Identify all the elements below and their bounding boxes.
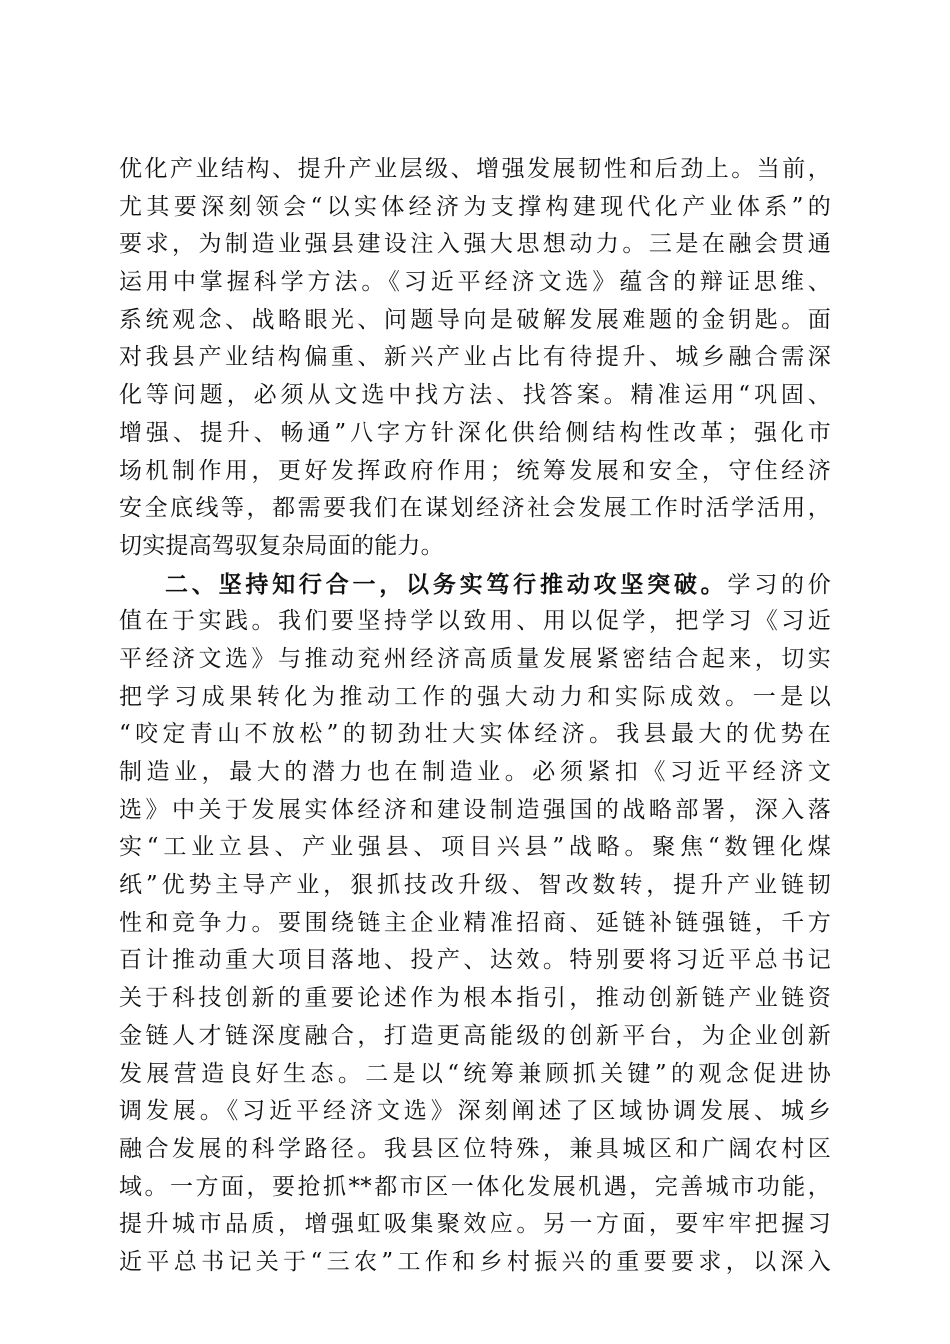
text-line: 提升城市品质，增强虹吸集聚效应。另一方面，要牢牢把握习 — [119, 1211, 831, 1238]
text-line: 对我县产业结构偏重、新兴产业占比有待提升、城乡融合需深 — [119, 344, 831, 371]
text-line: 关于科技创新的重要论述作为根本指引，推动创新链产业链资 — [119, 985, 831, 1012]
text-line: 切实提高驾驭复杂局面的能力。 — [119, 532, 444, 559]
text-line: 要求，为制造业强县建设注入强大思想动力。三是在融会贯通 — [119, 231, 831, 258]
text-line: 尤其要深刻领会“以实体经济为支撑构建现代化产业体系”的 — [119, 193, 831, 220]
section-heading: 二、坚持知行合一，以务实笃行推动攻坚突破。 — [165, 570, 728, 598]
text-line: 近平总书记关于“三农”工作和乡村振兴的重要要求，以深入 — [119, 1248, 831, 1275]
text-line: 纸”优势主导产业，狠抓技改升级、智改数转，提升产业链韧 — [119, 872, 831, 899]
text-line: “咬定青山不放松”的韧劲壮大实体经济。我县最大的优势在 — [119, 721, 831, 748]
text-line: 化等问题，必须从文选中找方法、找答案。精准运用“巩固、 — [119, 382, 831, 409]
text-line: 平经济文选》与推动兖州经济高质量发展紧密结合起来，切实 — [119, 645, 831, 672]
text-line: 场机制作用，更好发挥政府作用；统筹发展和安全，守住经济 — [119, 457, 831, 484]
text-line: 优化产业结构、提升产业层级、增强发展韧性和后劲上。当前， — [119, 156, 831, 182]
text-line: 值在于实践。我们要坚持学以致用、用以促学，把学习《习近 — [119, 608, 831, 635]
text-line: 增强、提升、畅通”八字方针深化供给侧结构性改革；强化市 — [119, 419, 831, 446]
body-text — [119, 151, 831, 1282]
text-line: 融合发展的科学路径。我县区位特殊，兼具城区和广阔农村区 — [119, 1135, 831, 1162]
text-line: 调发展。《习近平经济文选》深刻阐述了区域协调发展、城乡 — [119, 1098, 831, 1125]
heading-line-rest: 学习的价 — [727, 571, 831, 598]
text-line: 把学习成果转化为推动工作的强大动力和实际成效。一是以 — [119, 683, 831, 710]
text-line: 制造业，最大的潜力也在制造业。必须紧扣《习近平经济文 — [119, 759, 831, 785]
text-line: 发展营造良好生态。二是以“统筹兼顾抓关键”的观念促进协 — [119, 1060, 831, 1087]
text-line: 实“工业立县、产业强县、项目兴县”战略。聚焦“数锂化煤 — [119, 834, 831, 861]
section-heading-line — [119, 566, 831, 604]
text-line: 金链人才链深度融合，打造更高能级的创新平台，为企业创新 — [119, 1022, 831, 1049]
text-line: 选》中关于发展实体经济和建设制造强国的战略部署，深入落 — [119, 796, 831, 823]
text-line: 域。一方面，要抢抓**都市区一体化发展机遇，完善城市功能， — [119, 1173, 831, 1200]
text-line: 安全底线等，都需要我们在谋划经济社会发展工作时活学活用， — [119, 495, 831, 522]
text-line: 运用中掌握科学方法。《习近平经济文选》蕴含的辩证思维、 — [119, 269, 831, 296]
text-line: 百计推动重大项目落地、投产、达效。特别要将习近平总书记 — [119, 947, 831, 974]
text-line: 性和竞争力。要围绕链主企业精准招商、延链补链强链，千方 — [119, 909, 831, 936]
text-line: 系统观念、战略眼光、问题导向是破解发展难题的金钥匙。面 — [119, 306, 831, 333]
